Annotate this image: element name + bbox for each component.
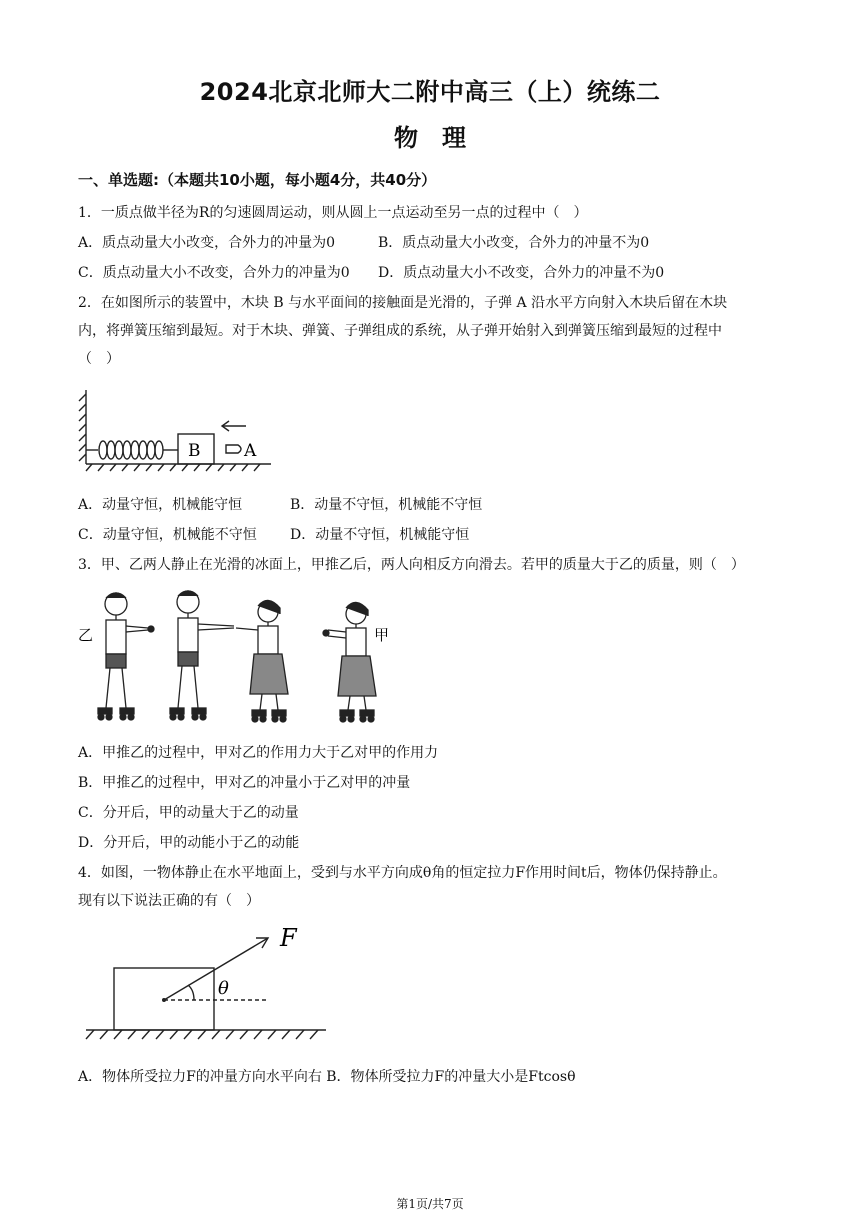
page-title: 2024北京北师大二附中高三（上）统练二 [199,78,661,106]
q3-option-c: C．分开后，甲的动量大于乙的动量 [78,805,299,821]
q1-option-c: C．质点动量大小不改变，合外力的冲量为0 [78,265,350,281]
q2-stem-line1: 2．在如图所示的装置中，木块 B 与水平面间的接触面是光滑的，子弹 A 沿水平方向射入木块后留在木块 [78,295,728,311]
q4-label-f: F [280,924,297,952]
q4-stem-line1: 4．如图，一物体静止在水平地面上，受到与水平方向成θ角的恒定拉力F作用时间t后，物体仍保持静止。 [78,865,727,881]
q1-option-a: A．质点动量大小改变，合外力的冲量为0 [78,235,336,251]
q3-label-jia: 甲 [374,626,390,644]
q2-option-c: C．动量守恒，机械能不守恒 [78,527,257,543]
q3-option-b: B．甲推乙的过程中，甲对乙的冲量小于乙对甲的冲量 [78,775,411,791]
q3-label-yi: 乙 [78,626,94,644]
q4-stem-line2: 现有以下说法正确的有（ ） [78,893,260,909]
q4-force-figure [80,922,330,1048]
q3-option-d: D．分开后，甲的动能小于乙的动能 [78,835,300,851]
q2-stem-line3: （ ） [78,351,120,367]
q3-option-a: A．甲推乙的过程中，甲对乙的作用力大于乙对甲的作用力 [78,745,439,761]
q2-option-a: A．动量守恒，机械能守恒 [78,497,243,513]
q3-skaters-figure [76,584,396,728]
page-number: 第1页/共7页 [396,1197,464,1211]
q2-option-d: D．动量不守恒，机械能守恒 [290,527,470,543]
q4-label-theta: θ [218,978,229,999]
subject-title: 物 理 [394,124,466,152]
section-heading: 一、单选题:（本题共10小题，每小题4分，共40分） [78,171,437,189]
q2-option-b: B．动量不守恒，机械能不守恒 [290,497,483,513]
q1-option-d: D．质点动量大小不改变，合外力的冲量不为0 [378,265,665,281]
q2-spring-block-figure [76,382,276,478]
q3-stem: 3．甲、乙两人静止在光滑的冰面上，甲推乙后，两人向相反方向滑去。若甲的质量大于乙的质量，则（ ） [78,557,745,573]
q2-label-b: B [188,441,201,461]
q1-option-b: B．质点动量大小改变，合外力的冲量不为0 [378,235,650,251]
q1-stem: 1．一质点做半径为R的匀速圆周运动，则从圆上一点运动至另一点的过程中（ ） [78,205,588,221]
q2-label-a: A [244,441,257,461]
q2-stem-line2: 内，将弹簧压缩到最短。对于木块、弹簧、子弹组成的系统，从子弹开始射入到弹簧压缩到最短的过程中 [78,323,722,339]
q4-options-ab: A．物体所受拉力F的冲量方向水平向右 B．物体所受拉力F的冲量大小是Ftcosθ [78,1069,576,1085]
